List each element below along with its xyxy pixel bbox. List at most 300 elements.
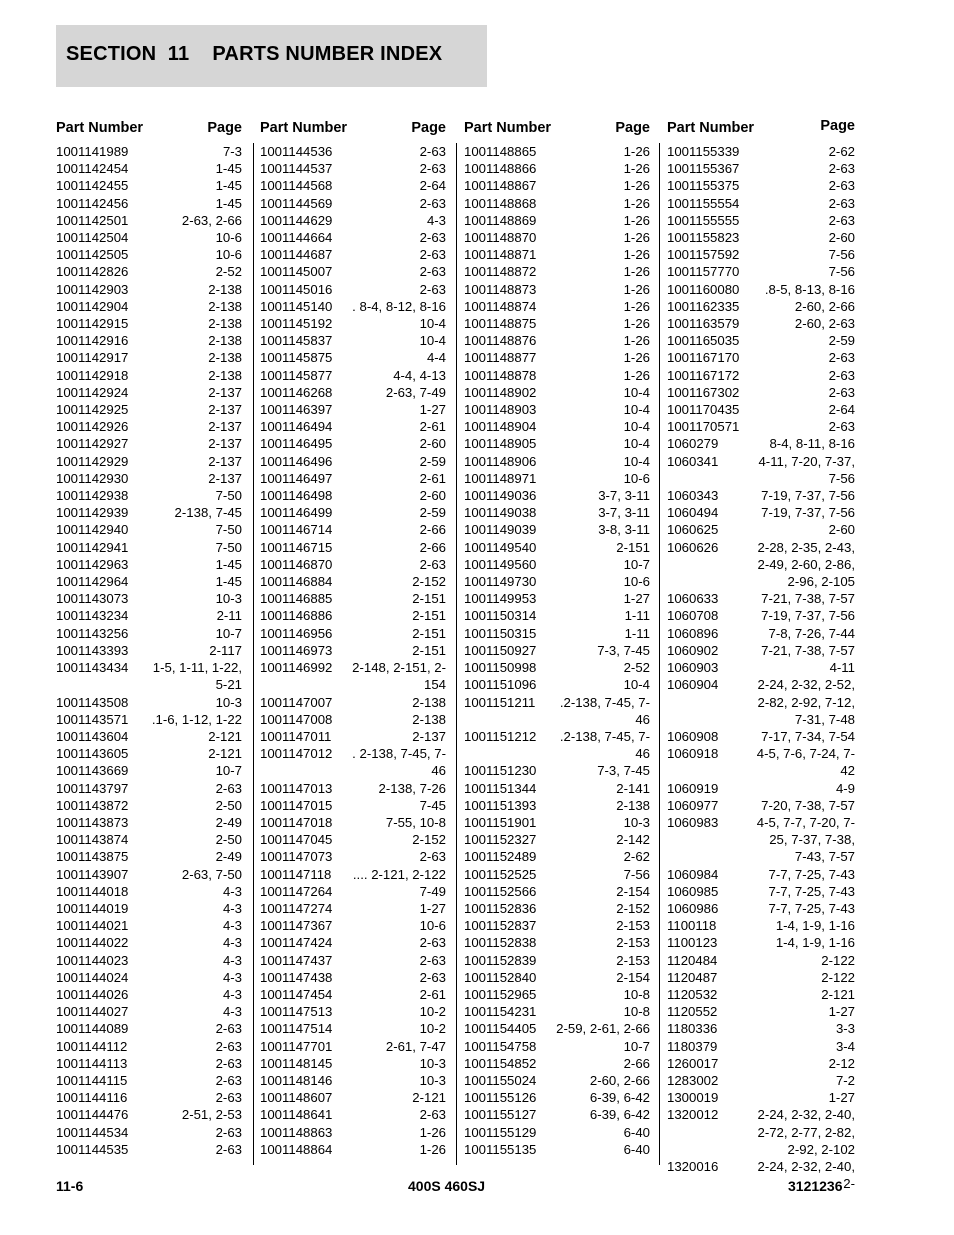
part-number: 1001147438 — [260, 969, 333, 985]
index-entry — [56, 762, 242, 779]
page-reference: 2-63 — [828, 350, 855, 366]
index-entry — [464, 263, 650, 280]
index-entry — [667, 917, 855, 934]
page-reference: 2-63 — [419, 247, 446, 263]
index-entry — [464, 229, 650, 246]
index-entry — [667, 367, 855, 384]
page-reference: 2-63 — [419, 281, 446, 297]
page-reference: 10-8 — [623, 1004, 650, 1020]
page-reference: 2-151 — [412, 591, 446, 607]
part-number: 1180379 — [667, 1038, 718, 1054]
page-reference: 7-3, 7-45 — [597, 642, 650, 658]
page-reference: 10-8 — [623, 986, 650, 1002]
part-number: 1001144476 — [56, 1107, 129, 1123]
part-number: 1001148863 — [260, 1124, 333, 1140]
index-entry — [464, 590, 650, 607]
part-number: 1001144116 — [56, 1090, 128, 1106]
page-reference: 2-28, 2-35, 2-43, 2-49, 2-60, 2-86, 2-96, 2-105 — [757, 539, 855, 590]
index-entry — [464, 659, 650, 676]
page-reference: 2-59, 2-61, 2-66 — [556, 1021, 650, 1037]
page-reference: 2-137 — [208, 402, 242, 418]
part-number: 1001148903 — [464, 402, 537, 418]
part-number: 1001146992 — [260, 660, 333, 676]
page-reference: 10-2 — [419, 1021, 446, 1037]
index-entry — [260, 1124, 446, 1141]
index-entry — [56, 969, 242, 986]
index-entry — [464, 539, 650, 556]
index-entry — [56, 367, 242, 384]
part-number: 1001152965 — [464, 986, 537, 1002]
index-entry — [56, 298, 242, 315]
index-entry — [464, 315, 650, 332]
page-reference: 1-45 — [215, 161, 242, 177]
part-number: 1001144537 — [260, 161, 333, 177]
index-entry — [464, 900, 650, 917]
index-rows — [667, 143, 855, 1192]
page-reference: 2-137 — [208, 384, 242, 400]
page-reference: 2-121 — [208, 746, 242, 762]
index-entry — [667, 1106, 855, 1158]
index-entry — [464, 435, 650, 452]
part-number: 1001148868 — [464, 195, 537, 211]
part-number: 1001142930 — [56, 470, 129, 486]
page-reference: 2-63, 2-66 — [181, 212, 242, 228]
part-number: 1060625 — [667, 522, 719, 538]
page-reference: 2-52 — [623, 660, 650, 676]
part-number: 1001150315 — [464, 625, 537, 641]
index-entry — [464, 917, 650, 934]
part-number: 1001144112 — [56, 1038, 128, 1054]
page-reference: 7-19, 7-37, 7-56 — [761, 488, 855, 504]
page-reference: 7-8, 7-26, 7-44 — [768, 625, 855, 641]
index-entry — [667, 298, 855, 315]
part-number: 1001144536 — [260, 144, 333, 159]
part-number: 1001170571 — [667, 419, 740, 435]
index-entry — [56, 1124, 242, 1141]
part-number: 1120487 — [667, 969, 718, 985]
part-number: 1001142918 — [56, 367, 129, 383]
part-number: 1001146884 — [260, 574, 333, 590]
page-reference: 6-39, 6-42 — [589, 1090, 650, 1106]
page-reference: 2-138, 7-26 — [378, 780, 446, 796]
index-entry — [667, 986, 855, 1003]
part-number: 1120484 — [667, 952, 718, 968]
page-reference: 1-26 — [623, 195, 650, 211]
page-reference: 4-3 — [426, 212, 446, 228]
index-entry — [260, 831, 446, 848]
index-entry — [464, 573, 650, 590]
part-number: 1180336 — [667, 1021, 718, 1037]
index-entry — [464, 212, 650, 229]
part-number-header: Part Number — [260, 120, 348, 136]
part-number: 1001157770 — [667, 264, 740, 280]
part-number: 1001148872 — [464, 264, 537, 280]
column-divider — [253, 143, 254, 1165]
part-number: 1001148906 — [464, 453, 537, 469]
part-number: 1001142917 — [56, 350, 129, 366]
index-entry — [260, 780, 446, 797]
page-reference: 2-63 — [828, 384, 855, 400]
part-number: 1060918 — [667, 746, 719, 762]
index-entry — [260, 521, 446, 538]
index-entry — [56, 797, 242, 814]
part-number: 1001148867 — [464, 178, 537, 194]
index-entry — [464, 831, 650, 848]
page-reference: 2-63 — [419, 952, 446, 968]
page-reference: 4-4 — [426, 350, 446, 366]
index-entry — [464, 177, 650, 194]
index-entry — [464, 1055, 650, 1072]
index-entry — [464, 1038, 650, 1055]
page-reference: 2-122 — [821, 969, 855, 985]
index-entry — [464, 384, 650, 401]
index-entry — [56, 711, 242, 728]
index-entry — [464, 676, 650, 693]
page-reference: 2-50 — [215, 797, 242, 813]
part-number: 1001145875 — [260, 350, 333, 366]
index-entry — [56, 590, 242, 607]
footer-doc-number: 3121236 — [788, 1178, 843, 1194]
page-reference: 2-50 — [215, 832, 242, 848]
page-reference: 1-4, 1-9, 1-16 — [775, 935, 855, 951]
column-divider — [659, 143, 660, 1165]
section-title: SECTION 11 PARTS NUMBER INDEX — [66, 43, 443, 65]
part-number: 1060626 — [667, 539, 719, 555]
part-number: 1001144629 — [260, 212, 333, 228]
page-reference: 10-6 — [215, 247, 242, 263]
index-entry — [667, 349, 855, 366]
part-number: 1001144021 — [56, 918, 129, 934]
index-entry — [56, 831, 242, 848]
index-entry — [464, 298, 650, 315]
index-entry — [464, 1003, 650, 1020]
part-number: 1001146870 — [260, 556, 333, 572]
index-entry — [667, 177, 855, 194]
index-entry — [464, 160, 650, 177]
part-number: 1001148874 — [464, 298, 537, 314]
index-entry — [56, 883, 242, 900]
index-entry — [667, 332, 855, 349]
index-entry — [260, 934, 446, 951]
part-number: 1001155555 — [667, 212, 740, 228]
page-reference: 1-27 — [623, 591, 650, 607]
index-entry — [464, 694, 650, 728]
index-entry — [56, 934, 242, 951]
page-reference: 2-61, 7-47 — [385, 1038, 446, 1054]
page-reference: 2-121 — [208, 728, 242, 744]
index-entry — [56, 1003, 242, 1020]
part-number: 1001148904 — [464, 419, 537, 435]
page-reference: 2-24, 2-32, 2-40, 2- — [757, 1158, 855, 1192]
index-entry — [464, 195, 650, 212]
index-entry — [464, 246, 650, 263]
index-entry — [667, 642, 855, 659]
part-number: 1001149038 — [464, 505, 537, 521]
part-number: 1001149039 — [464, 522, 537, 538]
page-reference: 2-61 — [419, 986, 446, 1002]
part-number: 1001151096 — [464, 677, 537, 693]
page-reference: 10-2 — [419, 1004, 446, 1020]
part-number: 1001147514 — [260, 1021, 333, 1037]
page-reference: 2-151 — [616, 539, 650, 555]
index-entry — [56, 659, 242, 693]
page-reference: 1-45 — [215, 178, 242, 194]
page-reference: 2-153 — [616, 918, 650, 934]
part-number: 1001148864 — [260, 1141, 333, 1157]
page-reference: 10-4 — [623, 402, 650, 418]
part-number: 1001148871 — [464, 247, 537, 263]
page-reference: 1-26 — [419, 1124, 446, 1140]
page-reference: 3-7, 3-11 — [598, 505, 650, 521]
part-number: 1001143872 — [56, 797, 129, 813]
index-entry — [667, 934, 855, 951]
index-entry — [260, 470, 446, 487]
index-entry — [464, 470, 650, 487]
index-rows — [56, 143, 242, 1158]
page-reference: 10-4 — [623, 453, 650, 469]
page-header: Page — [615, 120, 650, 136]
page-reference: 2-60 — [828, 522, 855, 538]
index-entry — [260, 418, 446, 435]
page-reference: 2-152 — [616, 900, 650, 916]
part-number: 1001142963 — [56, 556, 129, 572]
index-entry — [464, 401, 650, 418]
page-reference: 1-26 — [623, 298, 650, 314]
part-number: 1001148866 — [464, 161, 537, 177]
part-number: 1060896 — [667, 625, 719, 641]
page-reference: 2-49 — [215, 814, 242, 830]
page-reference: 10-6 — [623, 470, 650, 486]
index-entry — [260, 229, 446, 246]
part-number: 1001152489 — [464, 849, 537, 865]
part-number: 1001142924 — [56, 384, 129, 400]
page-reference: 2-138 — [208, 281, 242, 297]
index-entry — [464, 367, 650, 384]
page-reference: 2-61 — [419, 419, 446, 435]
part-number: 1001142505 — [56, 247, 129, 263]
part-number: 1001144687 — [260, 247, 333, 263]
part-number: 1001148145 — [260, 1055, 333, 1071]
page-reference: 7-49 — [419, 883, 446, 899]
part-number: 1001147012 — [260, 746, 333, 762]
index-entry — [260, 728, 446, 745]
index-entry — [260, 1038, 446, 1055]
index-entry — [56, 263, 242, 280]
part-number: 1001146715 — [260, 539, 333, 555]
index-entry — [260, 1003, 446, 1020]
index-entry — [56, 917, 242, 934]
index-entry — [464, 848, 650, 865]
page-reference: 7-17, 7-34, 7-54 — [761, 728, 855, 744]
index-entry — [464, 332, 650, 349]
index-entry — [260, 281, 446, 298]
index-entry — [260, 952, 446, 969]
part-number: 1001167302 — [667, 384, 740, 400]
page-reference: 10-3 — [623, 814, 650, 830]
index-entry — [260, 1106, 446, 1123]
index-entry — [464, 814, 650, 831]
index-entry — [260, 195, 446, 212]
part-number: 1001148873 — [464, 281, 537, 297]
index-entry — [667, 1020, 855, 1037]
part-number: 1060494 — [667, 505, 719, 521]
part-number: 1001142938 — [56, 488, 129, 504]
page-reference: 2-141 — [616, 780, 650, 796]
page-reference: 10-7 — [215, 763, 242, 779]
index-entry — [56, 745, 242, 762]
index-entry — [667, 728, 855, 745]
page-reference: 7-7, 7-25, 7-43 — [768, 900, 855, 916]
page-reference: 7-20, 7-38, 7-57 — [761, 797, 855, 813]
index-entry — [260, 711, 446, 728]
part-number: 1001143571 — [56, 711, 129, 727]
page-reference: 1-26 — [623, 281, 650, 297]
part-number: 1001147013 — [260, 780, 333, 796]
part-number-header: Part Number — [667, 120, 755, 136]
part-number: 1001155024 — [464, 1072, 537, 1088]
page-reference: 4-4, 4-13 — [393, 367, 446, 383]
part-number: 1001142826 — [56, 264, 129, 280]
part-number: 1001145016 — [260, 281, 333, 297]
page-reference: 4-3 — [222, 918, 242, 934]
page-reference: 10-4 — [419, 333, 446, 349]
part-number: 1001146956 — [260, 625, 333, 641]
page-reference: 7-56 — [623, 866, 650, 882]
index-entry — [56, 349, 242, 366]
page-reference: 7-56 — [828, 264, 855, 280]
index-entry — [667, 281, 855, 298]
part-number: 1001170435 — [667, 402, 740, 418]
page-reference: 10-3 — [215, 591, 242, 607]
page-reference: .2-138, 7-45, 7-46 — [559, 728, 650, 762]
section-title-box — [56, 25, 487, 87]
part-number: 1001146973 — [260, 642, 333, 658]
part-number: 1001152837 — [464, 918, 537, 934]
page-reference: 2-63, 7-49 — [385, 384, 446, 400]
part-number: 1001148971 — [464, 470, 537, 486]
index-entry — [56, 332, 242, 349]
index-entry — [260, 917, 446, 934]
index-entry — [56, 642, 242, 659]
part-number: 1001146497 — [260, 470, 333, 486]
part-number: 1001147073 — [260, 849, 333, 865]
page-reference: 7-56 — [828, 247, 855, 263]
page-reference: 10-7 — [623, 1038, 650, 1054]
page-reference: 2-63 — [828, 212, 855, 228]
page-reference: 2-24, 2-32, 2-40, 2-72, 2-77, 2-82, 2-92, 2-102 — [757, 1107, 855, 1157]
index-entry — [56, 1089, 242, 1106]
index-entry — [260, 573, 446, 590]
page-reference: 2-138 — [208, 350, 242, 366]
page-reference: 2-63 — [828, 367, 855, 383]
part-number: 1001143508 — [56, 694, 129, 710]
index-entry — [260, 883, 446, 900]
index-entry — [260, 848, 446, 865]
index-entry — [464, 866, 650, 883]
page-reference: 10-6 — [419, 918, 446, 934]
part-number-header: Part Number — [464, 120, 552, 136]
part-number: 1001142926 — [56, 419, 129, 435]
index-entry — [260, 986, 446, 1003]
part-number: 1060708 — [667, 608, 719, 624]
index-entry — [464, 780, 650, 797]
index-entry — [464, 521, 650, 538]
part-number: 1001151212 — [464, 728, 537, 744]
part-number: 1001142916 — [56, 333, 129, 349]
index-entry — [464, 642, 650, 659]
page-reference: 4-3 — [222, 952, 242, 968]
part-number: 1001141989 — [56, 144, 129, 159]
index-entry — [260, 349, 446, 366]
index-entry — [56, 986, 242, 1003]
part-number: 1001145837 — [260, 333, 333, 349]
page-reference: 1-26 — [419, 1141, 446, 1157]
index-entry — [260, 642, 446, 659]
page-reference: 10-3 — [419, 1055, 446, 1071]
index-entry — [260, 401, 446, 418]
index-entry — [464, 556, 650, 573]
page-reference: 2-63 — [419, 1107, 446, 1123]
page-reference: 2-63 — [215, 1141, 242, 1157]
index-entry — [464, 143, 650, 160]
index-entry — [667, 246, 855, 263]
part-number: 1001143256 — [56, 625, 129, 641]
page-reference: 2-137 — [208, 436, 242, 452]
index-entry — [464, 607, 650, 624]
part-number: 1120552 — [667, 1004, 718, 1020]
part-number-header: Part Number — [56, 120, 144, 136]
index-entry — [56, 573, 242, 590]
page-reference: 2-138 — [208, 316, 242, 332]
part-number: 1001142903 — [56, 281, 129, 297]
part-number: 1001152836 — [464, 900, 537, 916]
index-entry — [464, 1141, 650, 1158]
index-entry — [667, 539, 855, 591]
part-number: 1001142925 — [56, 402, 129, 418]
index-entry — [667, 435, 855, 452]
part-number: 1001167172 — [667, 367, 740, 383]
part-number: 1001142904 — [56, 298, 129, 314]
part-number: 1001148146 — [260, 1072, 333, 1088]
part-number: 1001146268 — [260, 384, 333, 400]
part-number: 1001152840 — [464, 969, 537, 985]
page-reference: 2-24, 2-32, 2-52, 2-82, 2-92, 7-12, 7-31, 7-48 — [757, 677, 855, 727]
part-number: 1001154758 — [464, 1038, 537, 1054]
index-entry — [56, 504, 242, 521]
page-reference: 2-63 — [419, 230, 446, 246]
index-entry — [56, 1106, 242, 1123]
page-reference: 2-60, 2-66 — [794, 298, 855, 314]
page-reference: 2-153 — [616, 935, 650, 951]
page-reference: 10-4 — [623, 436, 650, 452]
index-entry — [260, 332, 446, 349]
page-reference: 2-137 — [208, 470, 242, 486]
index-entry — [56, 281, 242, 298]
page-reference: 2-64 — [419, 178, 446, 194]
index-entry — [667, 659, 855, 676]
page-reference: .2-138, 7-45, 7-46 — [559, 694, 650, 727]
page-reference: 2-138, 7-45 — [174, 505, 242, 521]
page-reference: 2-138 — [412, 711, 446, 727]
part-number: 1060279 — [667, 436, 719, 452]
part-number: 1001146495 — [260, 436, 333, 452]
index-entry — [667, 212, 855, 229]
page-reference: 10-6 — [215, 230, 242, 246]
page-reference: 1-4, 1-9, 1-16 — [775, 918, 855, 934]
index-entry — [56, 780, 242, 797]
part-number: 1001143874 — [56, 832, 129, 848]
part-number: 1060343 — [667, 488, 719, 504]
